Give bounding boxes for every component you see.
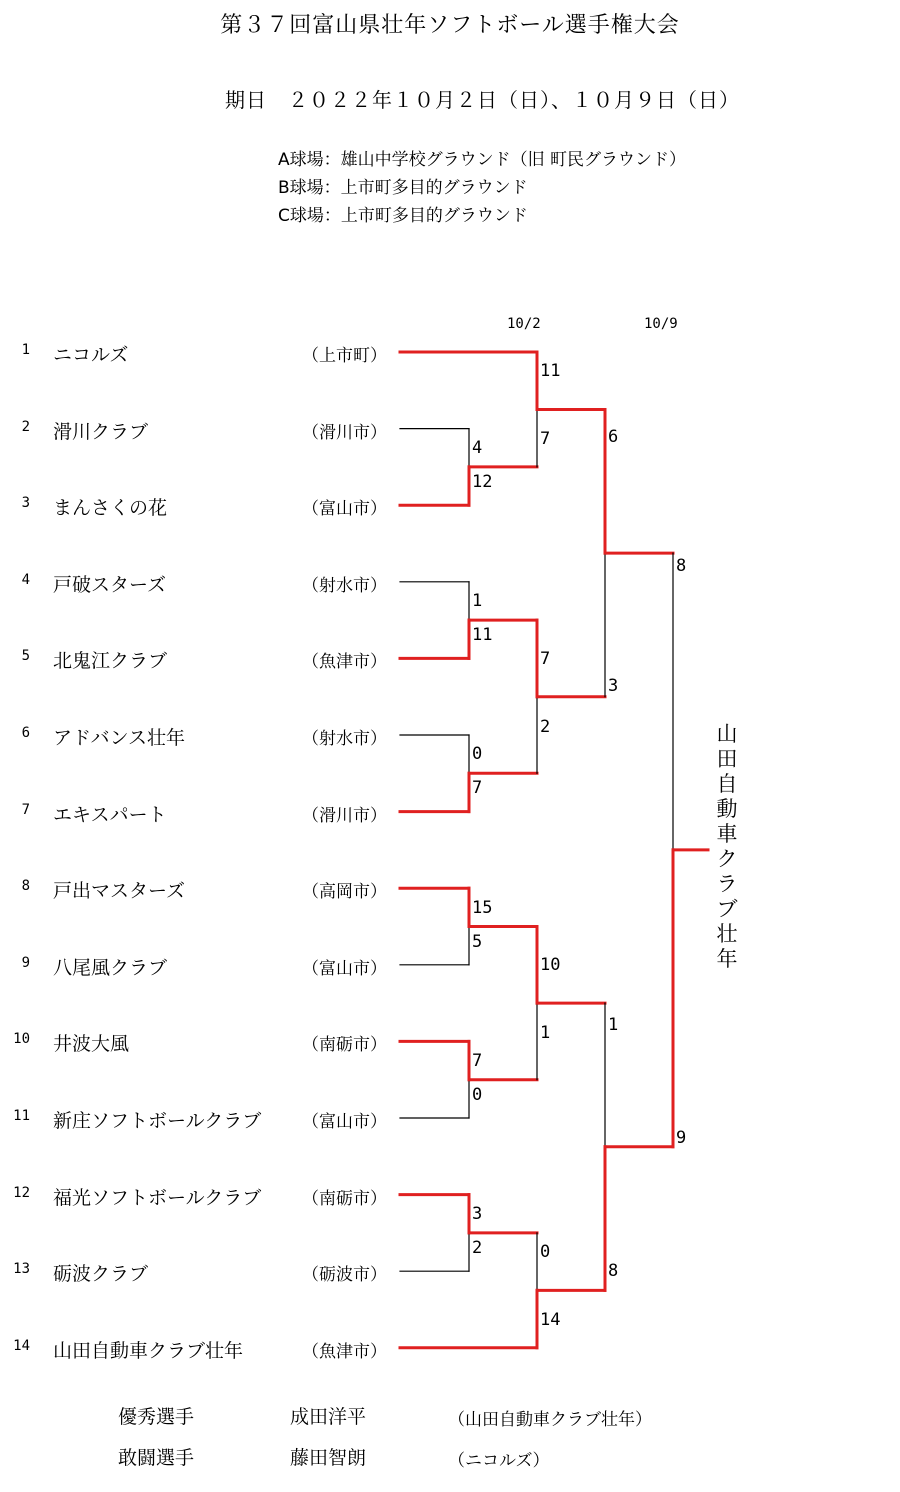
match-score: 4 [472, 437, 483, 458]
match-score: 7 [540, 429, 551, 450]
team-name: エキスパート [53, 803, 167, 826]
team-city: （高岡市） [302, 882, 387, 903]
match-score: 10 [540, 955, 561, 976]
match-score: 0 [472, 744, 483, 765]
match-score: 7 [540, 648, 551, 669]
award-name-fighting: 藤田智朗 [290, 1447, 367, 1469]
team-name: 戸出マスターズ [53, 880, 186, 903]
award-name-mvp: 成田洋平 [290, 1406, 367, 1428]
match-score: 3 [608, 676, 619, 697]
award-title-fighting: 敢闘選手 [118, 1447, 195, 1469]
team-number: 11 [13, 1108, 30, 1124]
team-number: 10 [13, 1031, 30, 1048]
team-city: （魚津市） [302, 1341, 387, 1362]
match-score: 3 [472, 1203, 483, 1224]
team-city: （南砺市） [302, 1188, 387, 1209]
award-team-fighting: （ニコルズ） [448, 1451, 550, 1471]
team-city: （富山市） [302, 499, 387, 520]
team-city: （射水市） [302, 729, 387, 749]
match-score: 0 [472, 1084, 483, 1105]
venue-b: B球場：上市町多目的グラウンド [278, 178, 528, 198]
team-name: アドバンス壮年 [53, 727, 186, 749]
team-city: （滑川市） [302, 422, 387, 443]
venue-c: C球場：上市町多目的グラウンド [278, 206, 528, 226]
match-score: 1 [472, 591, 483, 612]
match-score: 14 [540, 1310, 561, 1331]
match-score: 8 [608, 1260, 619, 1281]
team-name: ニコルズ [53, 344, 129, 366]
team-number: 8 [21, 878, 30, 895]
match-score: 11 [540, 361, 561, 382]
award-team-mvp: （山田自動車クラブ壮年） [448, 1410, 652, 1430]
round-date-2: 10/9 [644, 316, 678, 332]
match-score: 7 [472, 1050, 483, 1071]
team-city: （滑川市） [302, 805, 387, 826]
team-name: 北鬼江クラブ [53, 650, 168, 673]
team-city: （魚津市） [302, 652, 387, 673]
team-number: 4 [21, 571, 30, 588]
round-date-1: 10/2 [507, 316, 541, 332]
team-number: 6 [21, 725, 30, 741]
match-score: 2 [540, 716, 551, 737]
match-score: 2 [472, 1237, 483, 1258]
team-name: まんさくの花 [53, 497, 168, 520]
award-title-mvp: 優秀選手 [118, 1406, 195, 1428]
match-score: 12 [472, 471, 493, 492]
team-number: 12 [13, 1184, 30, 1201]
team-city: （富山市） [302, 958, 387, 979]
team-number: 1 [21, 342, 30, 358]
team-number: 2 [21, 418, 30, 435]
match-score: 5 [472, 931, 483, 952]
team-name: 八尾風クラブ [53, 956, 168, 979]
match-score: 15 [472, 897, 493, 918]
team-name: 山田自動車クラブ壮年 [53, 1339, 244, 1362]
team-name: 戸破スターズ [53, 573, 167, 596]
team-number: 14 [13, 1337, 30, 1354]
team-number: 7 [21, 801, 30, 818]
team-city: （射水市） [302, 575, 387, 596]
match-score: 1 [540, 1023, 551, 1044]
team-name: 滑川クラブ [53, 420, 149, 443]
team-city: （富山市） [302, 1112, 387, 1132]
team-city: （上市町） [302, 346, 387, 366]
match-score: 11 [472, 625, 493, 646]
champion-name: 山田自動車クラブ壮年 [716, 722, 738, 971]
team-name: 福光ソフトボールクラブ [53, 1186, 262, 1209]
team-name: 井波大風 [53, 1033, 130, 1056]
match-score: 0 [540, 1242, 551, 1263]
match-score: 8 [676, 555, 687, 576]
venue-a: A球場：雄山中学校グラウンド（旧 町民グラウンド） [278, 150, 687, 170]
team-number: 9 [21, 954, 30, 971]
team-number: 5 [21, 648, 30, 665]
page-title: 第３７回富山県壮年ソフトボール選手権大会 [220, 13, 680, 38]
match-score: 7 [472, 778, 483, 799]
team-number: 13 [13, 1261, 30, 1278]
date-line: 期日 ２０２２年１０月２日（日）、１０月９日（日） [225, 88, 740, 112]
match-score: 9 [676, 1127, 687, 1148]
team-city: （南砺市） [302, 1035, 387, 1056]
match-score: 6 [608, 427, 619, 448]
team-city: （砺波市） [302, 1265, 387, 1286]
team-number: 3 [21, 495, 30, 512]
team-name: 新庄ソフトボールクラブ [53, 1110, 262, 1132]
match-score: 1 [608, 1014, 619, 1035]
team-name: 砺波クラブ [53, 1263, 149, 1286]
